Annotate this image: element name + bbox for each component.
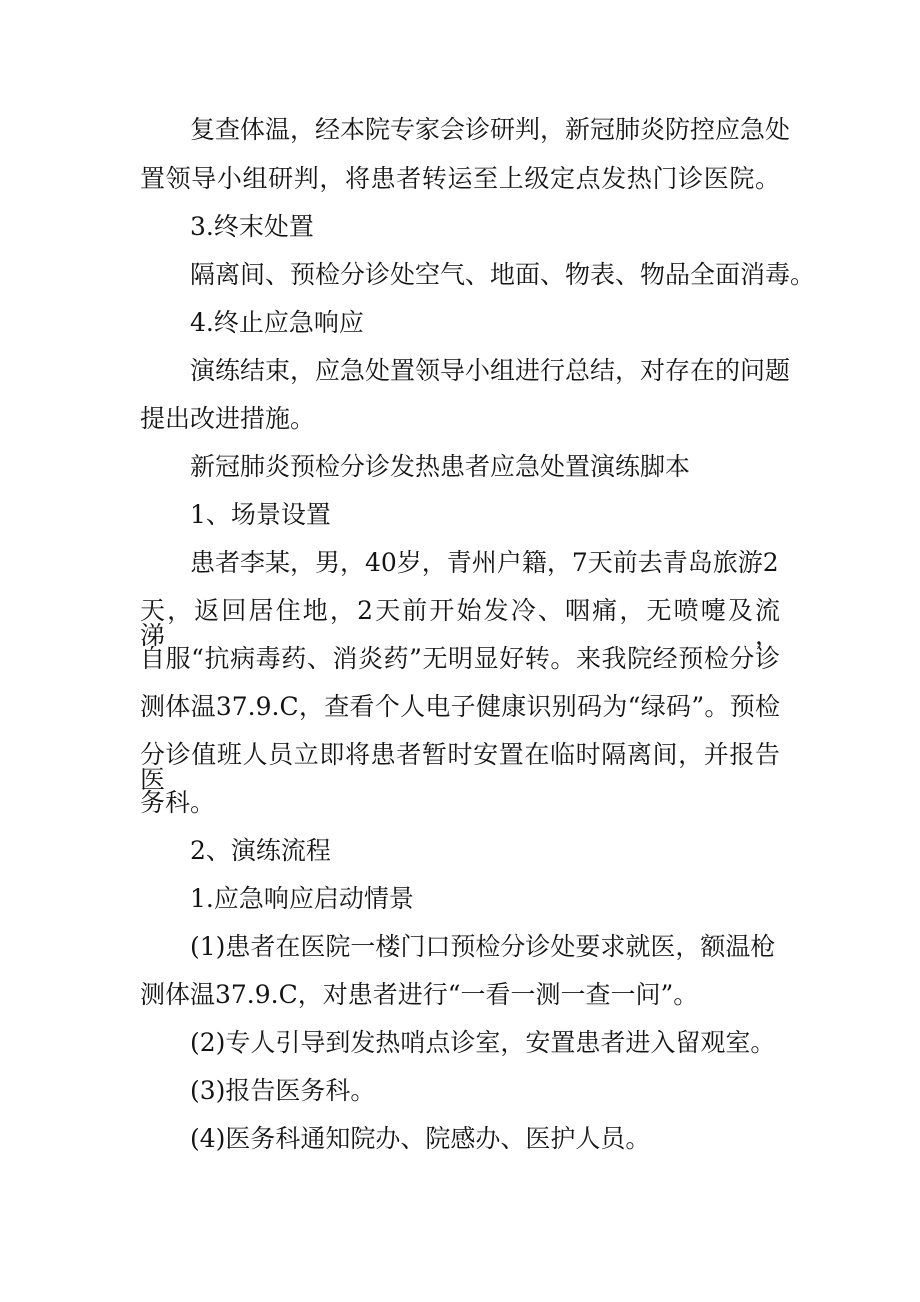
paragraph-line: 务科。: [140, 788, 216, 817]
paragraph-line: 分诊值班人员立即将患者暂时安置在临时隔离间，并报告医: [140, 740, 780, 794]
paragraph-line: 测体温37.9.C，对患者进行“一看一测一查一问”。: [140, 980, 699, 1009]
paragraph-line: 自服“抗病毒药、消炎药”无明显好转。来我院经预检分诊: [140, 644, 780, 673]
paragraph-line: 演练结束，应急处置领导小组进行总结，对存在的问题: [190, 356, 791, 385]
paragraph-line: 测体温37.9.C，查看个人电子健康识别码为“绿码”。预检: [140, 692, 780, 721]
document-title: 新冠肺炎预检分诊发热患者应急处置演练脚本: [190, 452, 691, 481]
list-item: (3)报告医务科。: [190, 1076, 376, 1105]
list-item: (1)患者在医院一楼门口预检分诊处要求就医，额温枪: [190, 932, 776, 961]
section-heading: 1、场景设置: [190, 500, 331, 529]
list-item: (4)医务科通知院办、院感办、医护人员。: [190, 1124, 651, 1153]
list-item: (2)专人引导到发热哨点诊室，安置患者进入留观室。: [190, 1028, 776, 1057]
paragraph-line: 复查体温，经本院专家会诊研判，新冠肺炎防控应急处: [190, 115, 791, 144]
paragraph-line: 天，返回居住地，2天前开始发冷、咽痛，无喷嚏及流涕，: [140, 596, 780, 650]
paragraph-line: 患者李某，男，40岁，青州户籍，7天前去青岛旅游2: [190, 548, 779, 577]
section-heading: 2、演练流程: [190, 836, 331, 865]
section-heading: 3.终末处置: [190, 212, 314, 241]
section-heading: 4.终止应急响应: [190, 308, 364, 337]
paragraph-line: 置领导小组研判，将患者转运至上级定点发热门诊医院。: [140, 164, 780, 193]
paragraph-line: 隔离间、预检分诊处空气、地面、物表、物品全面消毒。: [190, 260, 816, 289]
paragraph-line: 提出改进措施。: [140, 404, 316, 433]
section-heading: 1.应急响应启动情景: [190, 884, 414, 913]
